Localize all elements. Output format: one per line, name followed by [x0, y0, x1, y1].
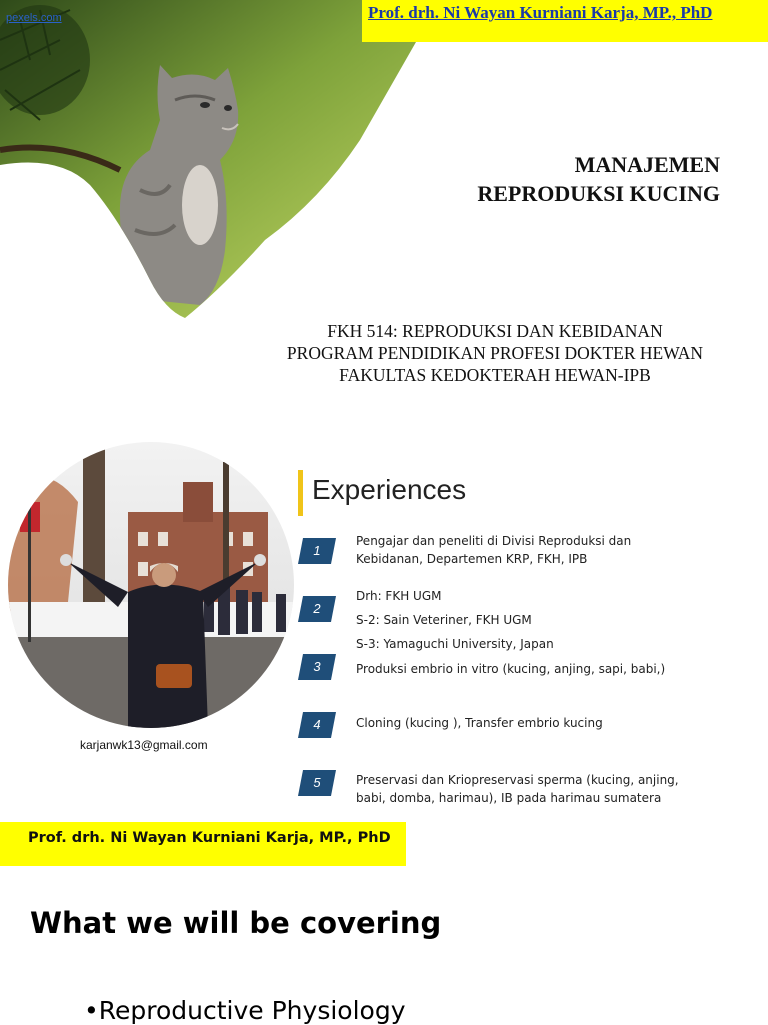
section-title: What we will be covering — [30, 906, 442, 940]
number-badge-4 — [298, 712, 336, 738]
kitten-photo — [0, 0, 440, 320]
experiences-heading: Experiences — [312, 474, 467, 505]
covering-slide — [0, 878, 768, 1024]
profile-photo — [8, 442, 294, 728]
experience-line: Pengajar dan peneliti di Divisi Reproduksi dan — [356, 534, 632, 548]
number-badge-2 — [298, 596, 336, 622]
title-slide — [0, 0, 768, 410]
author-banner — [362, 0, 768, 42]
experience-line: S-2: Sain Veteriner, FKH UGM — [356, 613, 532, 627]
experience-line: babi, domba, harimau), IB pada harimau sumatera — [356, 791, 662, 805]
experience-item-3 — [356, 660, 756, 678]
watermark-link[interactable]: pexels.com — [6, 12, 62, 24]
number-badge-3 — [298, 654, 336, 680]
experience-line: Produksi embrio in vitro (kucing, anjing, sapi, babi,) — [356, 662, 666, 676]
experience-line: Kebidanan, Departemen KRP, FKH, IPB — [356, 552, 588, 566]
course-line-2: PROGRAM PENDIDIKAN PROFESI DOKTER HEWAN — [286, 343, 704, 363]
experiences-slide — [0, 410, 768, 870]
author-banner — [0, 822, 406, 866]
experience-item-4 — [356, 714, 756, 732]
course-line-1: FKH 514: REPRODUKSI DAN KEBIDANAN — [327, 321, 663, 341]
number-badge-label: 1 — [313, 543, 321, 558]
heading-accent-bar — [298, 470, 303, 516]
experience-line: Preservasi dan Kriopreservasi sperma (kucing, anjing, — [356, 773, 679, 787]
experience-item-1 — [356, 532, 756, 568]
number-badge-label: 2 — [313, 601, 321, 616]
number-badge-1 — [298, 538, 336, 564]
experience-line: S-3: Yamaguchi University, Japan — [356, 637, 554, 651]
number-badge-label: 5 — [313, 775, 321, 790]
course-info — [240, 320, 750, 386]
experience-item-2 — [356, 584, 756, 656]
course-line-3: FAKULTAS KEDOKTERAH HEWAN-IPB — [339, 365, 651, 385]
experience-line: Drh: FKH UGM — [356, 589, 442, 603]
title-line-1: MANAJEMEN — [574, 152, 720, 177]
bullet-item: •Reproductive Physiology — [84, 996, 406, 1025]
author-name-link[interactable]: Prof. drh. Ni Wayan Kurniani Karja, MP., PhD — [368, 3, 713, 22]
page-title — [477, 150, 720, 208]
number-badge-label: 4 — [313, 717, 321, 732]
experience-line: Cloning (kucing ), Transfer embrio kucing — [356, 716, 603, 730]
title-line-2: REPRODUKSI KUCING — [477, 181, 720, 206]
email-address: karjanwk13@gmail.com — [80, 738, 208, 752]
experience-item-5 — [356, 771, 756, 807]
number-badge-label: 3 — [313, 659, 321, 674]
number-badge-5 — [298, 770, 336, 796]
author-name: Prof. drh. Ni Wayan Kurniani Karja, MP., PhD — [28, 830, 391, 846]
